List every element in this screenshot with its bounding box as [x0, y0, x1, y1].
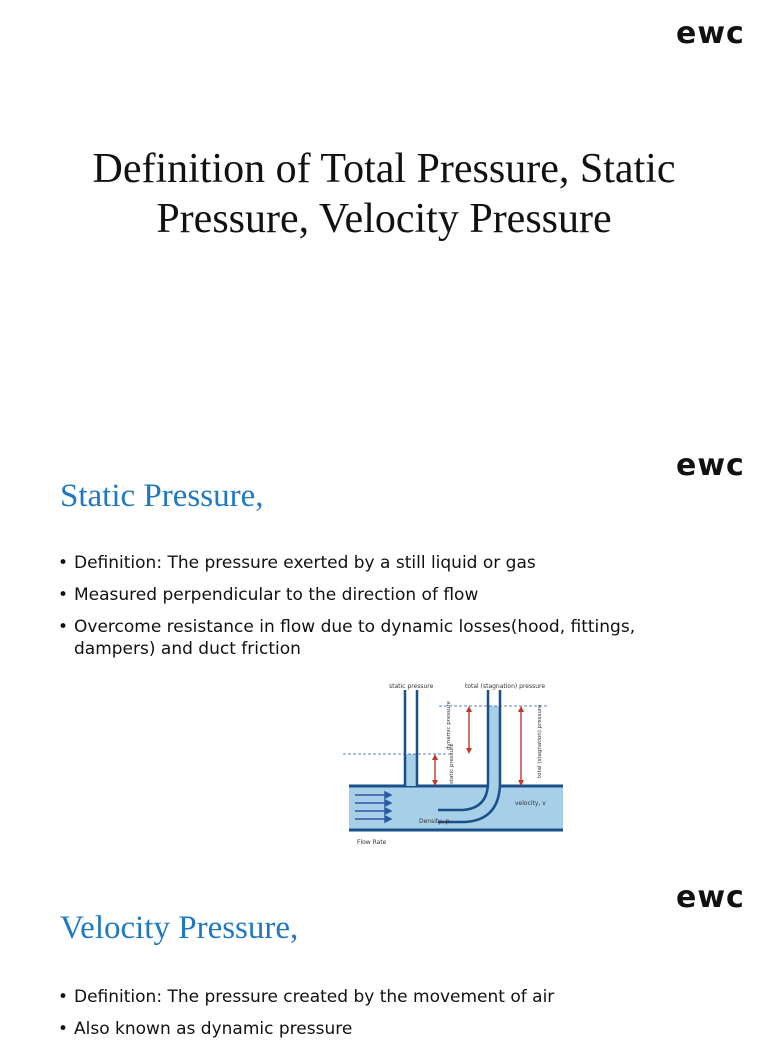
label-velocity: velocity, v: [515, 800, 546, 807]
ewc-logo: ewc: [676, 448, 745, 483]
ewc-logo: ewc: [676, 880, 745, 915]
section-heading: Velocity Pressure,: [60, 910, 299, 946]
label-total-pressure: total (stagnation) pressure: [465, 683, 546, 690]
label-static-pressure: static pressure: [389, 683, 434, 690]
ewc-logo: ewc: [676, 16, 745, 51]
bullet-item: • Definition: The pressure created by the movement of air: [56, 986, 714, 1008]
slide-title-text: Definition of Total Pressure, Static Pressure, Velocity Pressure: [92, 146, 676, 242]
label-density: Density, p: [419, 818, 450, 825]
bullet-list: [56, 986, 714, 1050]
bullet-item: • Overcome resistance in flow due to dynamic losses(hood, fittings, dampers) and duct friction: [56, 616, 694, 660]
label-total-pressure-vertical: total (stagnation) pressure: [537, 704, 543, 778]
bullet-item: • Also known as dynamic pressure: [56, 1018, 714, 1040]
label-dynamic-pressure: dynamic pressure: [446, 700, 452, 750]
bullet-item: • Definition: The pressure exerted by a still liquid or gas: [56, 552, 714, 574]
section-heading: Static Pressure,: [60, 478, 264, 514]
label-flow-rate: Flow Rate: [357, 839, 387, 846]
bullet-item: • Measured perpendicular to the direction of flow: [56, 584, 714, 606]
label-static-pressure-vertical: static pressure: [449, 743, 455, 784]
